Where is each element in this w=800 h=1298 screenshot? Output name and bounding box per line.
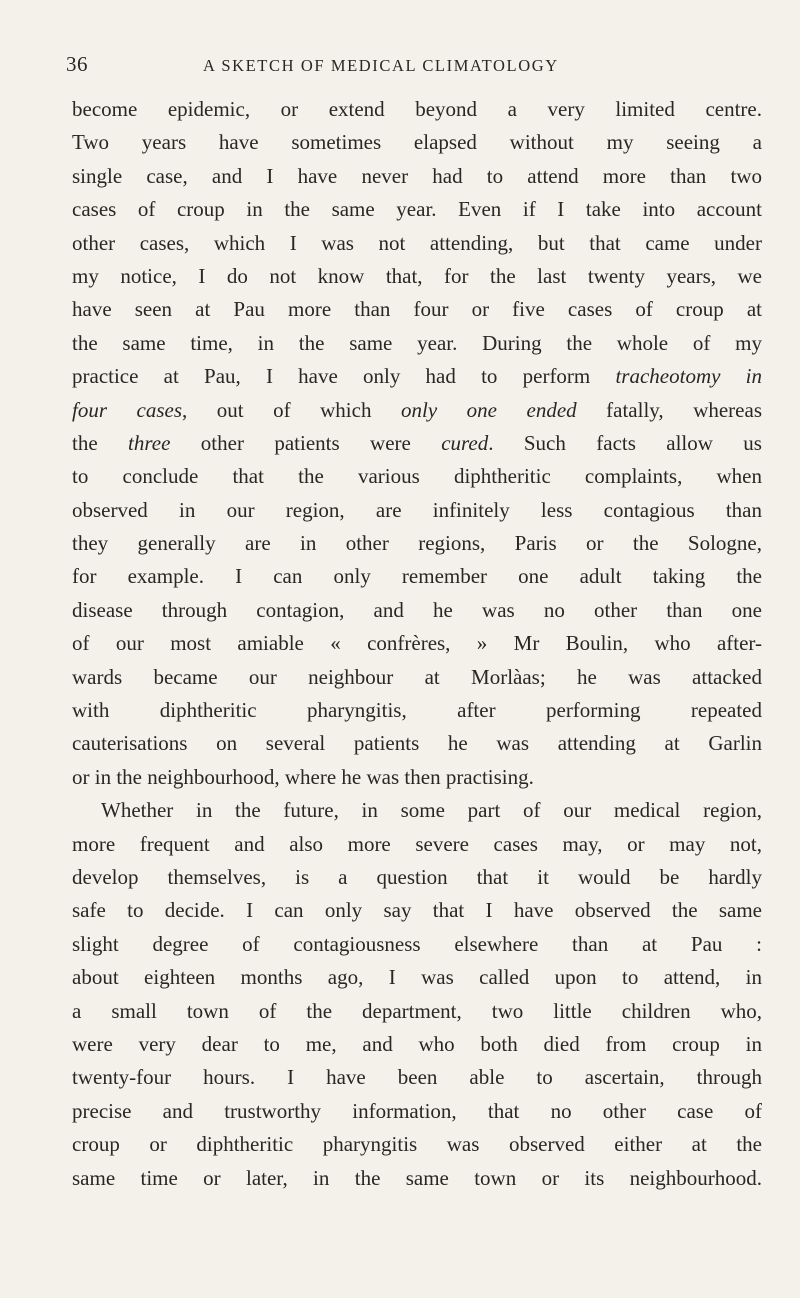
text-line	[72, 995, 762, 1028]
text-segment: observed in our region, are infinitely less contagious than	[72, 497, 762, 522]
text-segment: they generally are in other regions, Paris or the Sologne,	[72, 531, 762, 556]
text-line	[72, 928, 762, 961]
text-segment: with diphtheritic pharyngitis, after performing repeated	[72, 698, 762, 723]
text-segment: other cases, which I was not attending, but that came under	[72, 230, 762, 255]
text-line	[72, 460, 762, 493]
text-segment: same time or later, in the same town or its neighbourhood.	[72, 1165, 762, 1190]
italic-text: four cases	[72, 397, 183, 422]
text-segment: other patients were	[170, 430, 442, 455]
text-line	[72, 661, 762, 694]
text-segment: to conclude that the various diphtheritic complaints, when	[72, 464, 762, 489]
text-line	[72, 894, 762, 927]
running-title: A SKETCH OF MEDICAL CLIMATOLOGY	[203, 56, 559, 75]
text-segment: become epidemic, or extend beyond a very limited centre.	[72, 97, 762, 121]
text-segment: the	[72, 430, 129, 455]
text-segment: disease through contagion, and he was no other than one	[72, 597, 762, 622]
text-line	[72, 560, 762, 593]
text-line	[72, 260, 762, 293]
text-line	[72, 627, 762, 660]
text-line	[72, 761, 762, 794]
text-line	[72, 494, 762, 527]
text-segment: develop themselves, is a question that it would be hardly	[72, 864, 762, 889]
text-line	[72, 727, 762, 760]
text-line	[72, 1028, 762, 1061]
text-line	[72, 227, 762, 260]
text-line	[72, 160, 762, 193]
text-line	[72, 794, 762, 827]
text-line	[72, 1162, 762, 1195]
text-segment: , out of which	[182, 397, 401, 422]
text-segment: my notice, I do not know that, for the last twenty years, we	[72, 263, 762, 288]
text-segment: Whether in the future, in some part of our medical region,	[101, 798, 762, 823]
text-segment: or in the neighbourhood, where he was then practising.	[72, 764, 534, 789]
text-segment: precise and trustworthy information, that no other case of	[72, 1098, 762, 1123]
text-segment: . Such facts allow us	[488, 430, 762, 455]
text-segment: about eighteen months ago, I was called upon to attend, in	[72, 965, 762, 990]
italic-text: three	[128, 430, 171, 455]
text-line	[72, 293, 762, 326]
text-line	[72, 961, 762, 994]
body-text	[72, 93, 762, 1195]
text-line	[72, 1128, 762, 1161]
text-line	[72, 394, 762, 427]
text-line	[72, 93, 762, 126]
text-segment: twenty-four hours. I have been able to ascertain, through	[72, 1065, 762, 1090]
text-line	[72, 594, 762, 627]
text-line	[72, 694, 762, 727]
italic-text: cured	[441, 430, 489, 455]
text-segment: of our most amiable « confrères, » Mr Boulin, who after-	[72, 631, 762, 656]
page-number: 36	[66, 52, 88, 76]
text-line	[72, 327, 762, 360]
text-segment: fatally, whereas	[576, 397, 762, 422]
text-segment: more frequent and also more severe cases may, or may not,	[72, 831, 762, 856]
text-line	[72, 828, 762, 861]
text-segment: safe to decide. I can only say that I have observed the same	[72, 898, 762, 923]
text-line	[72, 1095, 762, 1128]
text-line	[72, 527, 762, 560]
text-segment: slight degree of contagiousness elsewhere than at Pau :	[72, 931, 762, 956]
text-segment: single case, and I have never had to attend more than two	[72, 163, 762, 188]
text-line	[72, 360, 762, 393]
text-segment: the same time, in the same year. During the whole of my	[72, 330, 762, 355]
text-segment: cauterisations on several patients he was attending at Garlin	[72, 731, 762, 756]
text-line	[72, 427, 762, 460]
running-head	[0, 52, 800, 86]
text-segment: for example. I can only remember one adult taking the	[72, 564, 762, 589]
text-segment: were very dear to me, and who both died from croup in	[72, 1031, 762, 1056]
text-segment: have seen at Pau more than four or five cases of croup at	[72, 297, 762, 322]
text-segment: practice at Pau, I have only had to perform	[72, 364, 616, 389]
text-segment: Two years have sometimes elapsed without my seeing a	[72, 130, 762, 155]
text-line	[72, 126, 762, 159]
text-segment: cases of croup in the same year. Even if I take into account	[72, 197, 762, 222]
text-segment: wards became our neighbour at Morlàas; he was attacked	[72, 664, 762, 689]
text-segment: a small town of the department, two little children who,	[72, 998, 762, 1023]
text-segment: croup or diphtheritic pharyngitis was observed either at the	[72, 1132, 762, 1157]
italic-text: tracheotomy in	[615, 364, 762, 389]
text-line	[72, 1061, 762, 1094]
italic-text: only one ended	[400, 397, 577, 422]
text-line	[72, 861, 762, 894]
text-line	[72, 193, 762, 226]
